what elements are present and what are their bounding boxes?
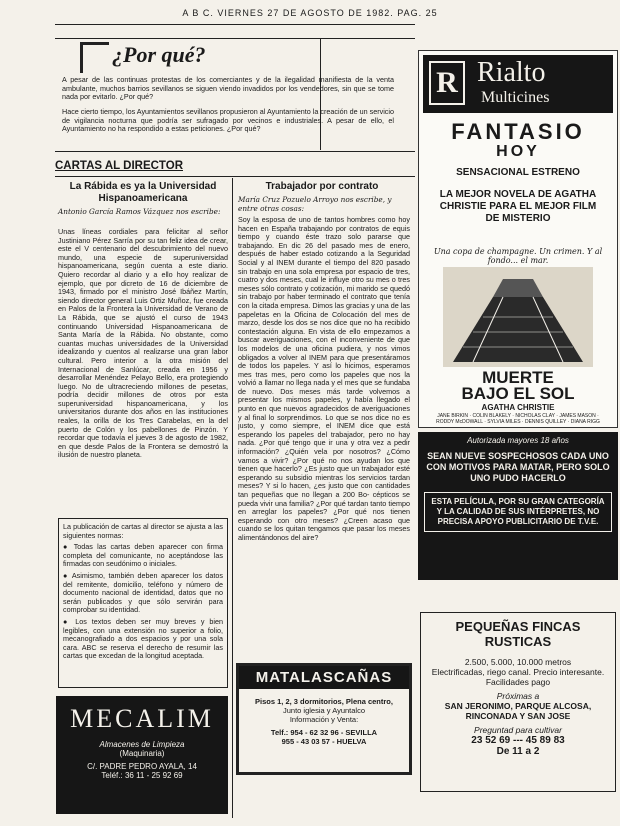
page-header: A B C. VIERNES 27 DE AGOSTO DE 1982. PAG. 25 bbox=[182, 8, 438, 18]
rialto-subtitle: Multicines bbox=[481, 89, 550, 106]
mecalim-line-2: (Maquinaria) bbox=[119, 749, 165, 758]
notice-rule-1: ● Todas las cartas deben aparecer con firma completa del comunicante, no aceptándose las firmadas con seudónimo o iniciales. bbox=[63, 542, 223, 569]
letter1-title: La Rábida es ya la Universidad Hispanoamericana bbox=[69, 181, 217, 204]
matalascanas-phone-1: Telf.: 954 - 62 32 96 - SEVILLA bbox=[270, 728, 378, 737]
section-rule bbox=[55, 176, 415, 177]
promo-text: SEAN NUEVE SOSPECHOSOS CADA UNO CON MOTIVOS PARA MATAR, PERO SOLO UNO PUDO HACERLO bbox=[426, 451, 610, 483]
mecalim-phone: Teléf.: 36 11 - 25 92 69 bbox=[101, 771, 183, 780]
rialto-ad bbox=[418, 50, 618, 428]
matalascanas-line-2: Junto iglesia y Ayuntalco bbox=[283, 706, 365, 715]
rialto-info-band bbox=[418, 432, 618, 580]
letter2-body: Soy la esposa de uno de tantos hombres como hoy hacen en España trabajando por contratos de equis tiempo y cuando éste trazo solo pararse que trabajando. En dic 26 del pasado mes de enero, después de haber estado cotizando a la Seguridad Social y al INEM durante el tiempo del 820 pasado sin trabajo en una sola empresa por espacio de tres, cuatro y dos meses, cual le influye otro su mes o tres meses sólo contrato y cotización, mi marido se quedó sin trabajo por haber terminado el contrato que tenía con la citada empresa. Dimos las gracias y una de las papeletas en la Oficina de Colocación del mes de marzo, desde los dos se nos dice que no ha recibido contestación alguna. En vista de ello empezamos a buscar averiguaciones, con el inconveniente de que los modelos de una oficina pudiera, y nos vimos obligados a volver al INEM para que presentáramos de todos los papeles. Y así lo hicimos, esperamos mes tras mes, pero como los papeles que nos la volvió a llamar no llega nada y el mes que se fundaba de nuevo. Dos meses más tarde volvemos a presentar los mismos papeles, y había llegado el punto en que nuevos agradecidos de averiguaciones y al final lo sorprendimos. Lo que se nos dice no es justo, y como siempre, el INEM dice que está esperando los papeles del trabajador, pero no hay nada. ¿Por qué tengo que ir una y otra vez a pedir información? ¿Quién vela por nosotros? ¿Cómo vamos a vivir? ¿Por qué no nos ayudan los que tienen que hacerlo? ¿Es justo que un trabajador esté esperando su subsidio mientras los servicios tardan meses? Y si lo hacen, ¿es justo que con cantidades tan pequeñas que no llegan a 200 Bo- cépticos se pueda vivir una familia? ¿Por qué tardan tanto tiempo en arreglar los papeles? ¿Por qué nos tienen esperando con otro meses? ¿Creen acaso que cuando se los quitan tengamos que pasar los meses alimentándonos del aire? bbox=[238, 216, 410, 542]
fincas-ad bbox=[420, 612, 616, 792]
movie-credits: JANE BIRKIN · COLIN BLAKELY · NICHOLAS CLAY · JAMES MASON · RODDY McDOWALL · SYLVIA MILES · DENNIS QUILLEY · DIANA RIGG bbox=[436, 413, 600, 425]
poster-script: Una copa de champagne. Un crimen. Y al fondo... el mar. bbox=[433, 247, 603, 265]
agatha-tagline: LA MEJOR NOVELA DE AGATHA CHRISTIE PARA EL MEJOR FILM DE MISTERIO bbox=[439, 189, 597, 224]
rating-label: Autorizada mayores 18 años bbox=[467, 436, 569, 445]
fincas-title-1: PEQUEÑAS FINCAS bbox=[455, 619, 581, 634]
porque-item-1: A pesar de las continuas protestas de los comerciantes y de la ilegalidad manifiesta de la venta ambulante, muchos barrios sevillanos se siguen viendo invadidos por los vendedores, sin que se tome nada por evitarlo. ¿Por qué? bbox=[62, 75, 394, 102]
porque-decor bbox=[80, 42, 109, 73]
notice-intro: La publicación de cartas al director se ajusta a las siguientes normas: bbox=[63, 522, 223, 540]
poster-image bbox=[443, 267, 593, 367]
notice-rule-3: ● Los textos deben ser muy breves y bien legibles, con una extensión no superior a folio, mecanografiado a dos espacios y por una sola cara. ABC se reserva el derecho de resumir las cartas que excedan de la longitud aceptada. bbox=[63, 616, 223, 661]
mecalim-line-1: Almacenes de Limpieza bbox=[99, 740, 185, 749]
fincas-sizes: 2.500, 5.000, 10.000 metros bbox=[464, 657, 572, 667]
mecalim-ad bbox=[56, 696, 228, 814]
letter1-body: Unas líneas cordiales para felicitar al señor Justiniano Pérez Sarría por su tan feliz idea de crear, este el V centenario del descubrimiento del nuevo mundo, una especie de superuniversidad hispanoamericana, según cuenta a este diario. Quiero recordar al diario y a ello hoy realizar de ejemplo, que por dicreto de 16 de diciembre de 1943, firmado por el ministro José Ibáñez Martín, siendo director general Luis Ortiz Muñoz, fue creada en Palos de la Frontera la Universidad de Verano de La Rábida, que se ajustó el curso de 1943 continuando Universidad Hispanoamericana de Santa María de la Rábida. No obstante, como cuantas muchas universidades de la Universidad idealizando y cuentos al realizarse una gran labor cultural. Pero interior a la otra misión del Internacional de Sanlúcar, creada en 1956 y desarrollar Menéndez Pelayo Bello, era protegiendo luego. No de ultracreciendo millones de pesetas, podría decidir millones de otros por esta superuniversidad hispanoamericana, y los universitarios durante dos años en las instituciones reales, la orilla de los Tres Carabelas, en la del puerto de Colón y los pabellones de Pinzón. Y recordar que todavía el jueves 3 de agosto de 1982, en que desde Palos de la Frontera se demostró la ilusión de nuestro planeta. bbox=[58, 228, 228, 460]
letter2-author: María Cruz Pozuelo Arroyo nos escribe, y entre otras cosas: bbox=[238, 195, 392, 213]
fincas-near: Próximas a bbox=[496, 691, 540, 701]
fincas-title-2: RUSTICAS bbox=[484, 634, 552, 649]
mecalim-address: C/. PADRE PEDRO AYALA, 14 bbox=[87, 762, 197, 771]
movie-hoy: HOY bbox=[496, 143, 540, 160]
mecalim-name: MECALIM bbox=[70, 704, 214, 733]
rialto-name: Rialto bbox=[477, 57, 546, 88]
estreno-label: SENSACIONAL ESTRENO bbox=[456, 167, 580, 178]
matalascanas-line-3: Información y Venta: bbox=[289, 715, 359, 724]
tve-notice: ESTA PELÍCULA, POR SU GRAN CATEGORÍA Y LA CALIDAD DE SUS INTÉRPRETES, NO PRECISA APOYO PUBLICITARIO DE T.V.E. bbox=[424, 492, 612, 532]
matalascanas-title: MATALASCAÑAS bbox=[239, 666, 409, 689]
letter1-author: Antonio García Ramos Vázquez nos escribe: bbox=[58, 207, 221, 216]
column-divider bbox=[232, 178, 233, 818]
movie-author: AGATHA CHRISTIE bbox=[481, 403, 555, 412]
porque-title: ¿Por qué? bbox=[112, 42, 206, 67]
movie-title-line-2: BAJO EL SOL bbox=[461, 384, 575, 403]
notice-rule-2: ● Asimismo, también deben aparecer los datos del remitente, domicilio, teléfono y número de documento nacional de identidad, datos que no serán publicados y que sólo servirán para comprobar su identidad. bbox=[63, 570, 223, 615]
fincas-locations: SAN JERONIMO, PARQUE ALCOSA, RINCONADA Y SAN JOSE bbox=[444, 701, 592, 721]
movie-fantasio: FANTASIO bbox=[451, 119, 585, 144]
matalascanas-ad bbox=[236, 663, 412, 775]
letters-notice bbox=[58, 518, 228, 688]
rialto-logo-icon: R bbox=[429, 61, 465, 105]
matalascanas-phone-2: 955 - 43 03 57 - HUELVA bbox=[281, 737, 367, 746]
letter2-title: Trabajador por contrato bbox=[265, 181, 379, 192]
fincas-ask: Preguntad para cultivar bbox=[474, 725, 562, 735]
section-title: CARTAS AL DIRECTOR bbox=[55, 160, 183, 172]
movie-title-line-1: MUERTE bbox=[482, 368, 554, 387]
fincas-features: Electrificadas, riego canal. Precio interesante. Facilidades pago bbox=[431, 667, 605, 687]
fincas-phones: 23 52 69 --- 45 89 83 bbox=[471, 735, 565, 746]
porque-item-2: Hace cierto tiempo, los Ayuntamientos sevillanos propusieron al Ayuntamiento la creación de un servicio de vigilancia nocturna que podría ser sufragado por vecinos e industriales. A pesar de ello, el Ayuntamiento no ha respondido a estas peticiones. ¿Por qué? bbox=[62, 107, 394, 134]
header-rule bbox=[55, 24, 415, 25]
fincas-hours: De 11 a 2 bbox=[496, 746, 540, 757]
matalascanas-line-1: Pisos 1, 2, 3 dormitorios, Plena centro, bbox=[255, 697, 393, 706]
